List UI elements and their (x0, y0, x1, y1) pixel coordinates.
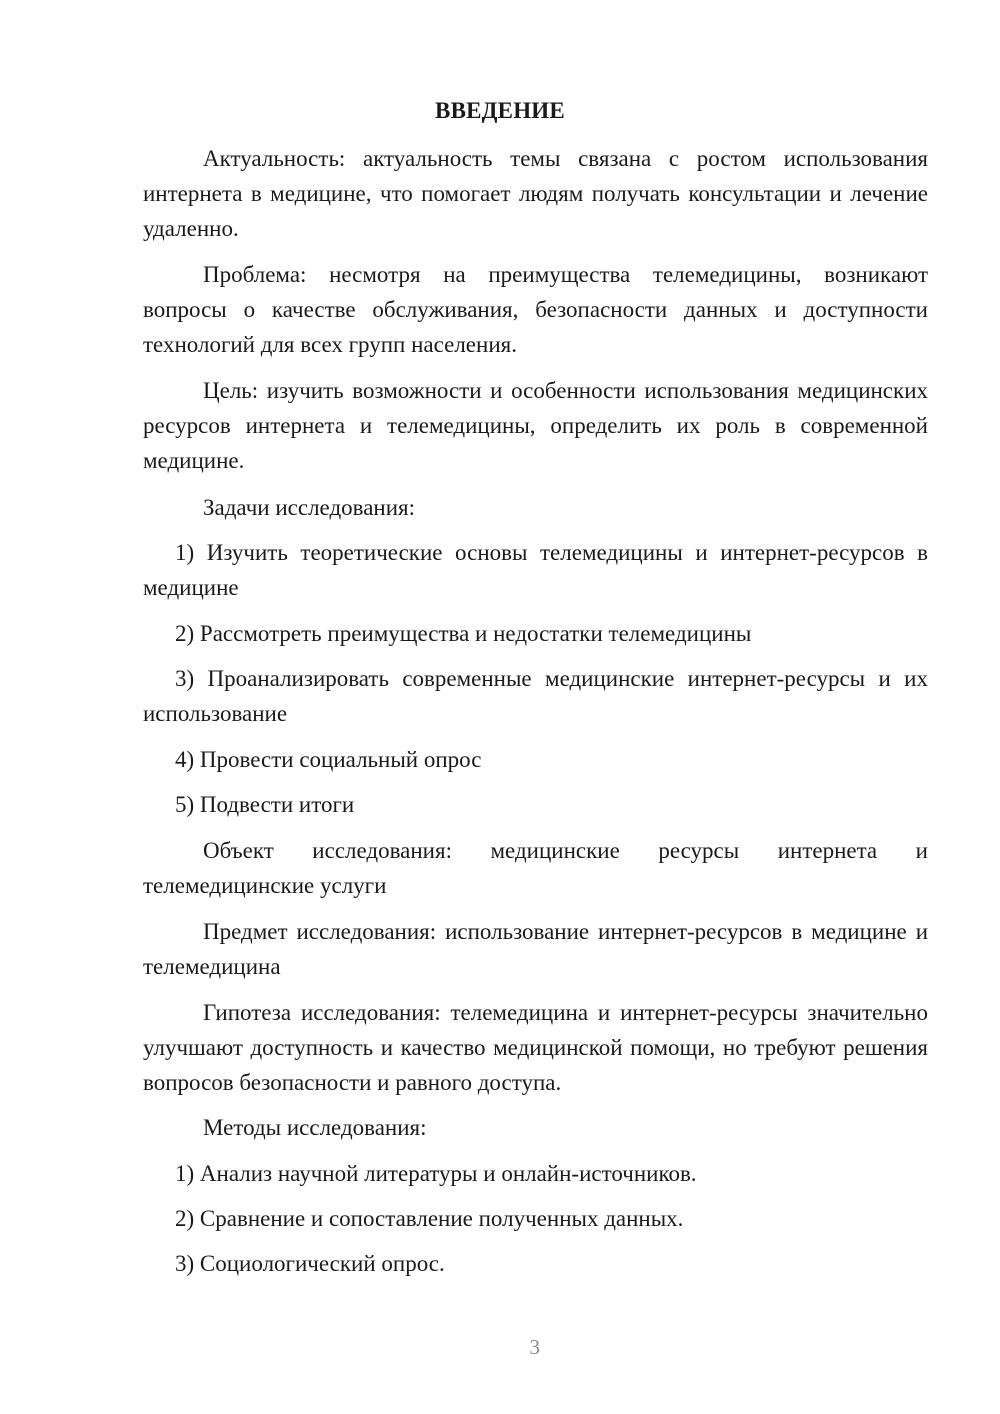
task-item-3: 3) Проанализировать современные медицинские интернет-ресурсы и их использование (143, 666, 928, 726)
problem-paragraph: Проблема: несмотря на преимущества телемедицины, возникают вопросы о качестве обслуживания, безопасности данных и доступности технологий для всех групп населения. (143, 262, 928, 357)
page-title: ВВЕДЕНИЕ (435, 98, 565, 123)
goal-paragraph: Цель: изучить возможности и особенности использования медицинских ресурсов интернета и телемедицины, определить их роль в современной медицине. (143, 378, 928, 473)
page-number: 3 (529, 1335, 541, 1359)
task-item-1: 1) Изучить теоретические основы телемедицины и интернет-ресурсов в медицине (143, 540, 928, 600)
tasks-heading: Задачи исследования: (203, 495, 416, 520)
method-item-1: 1) Анализ научной литературы и онлайн-источников. (175, 1161, 697, 1186)
task-item-2: 2) Рассмотреть преимущества и недостатки телемедицины (175, 621, 752, 646)
relevance-paragraph: Актуальность: актуальность темы связана с ростом использования интернета в медицине, что помогает людям получать консультации и лечение удаленно. (143, 146, 928, 241)
method-item-3: 3) Социологический опрос. (175, 1251, 445, 1276)
subject-paragraph: Предмет исследования: использование интернет-ресурсов в медицине и телемедицина (143, 919, 928, 979)
method-item-2: 2) Сравнение и сопоставление полученных данных. (175, 1206, 684, 1231)
methods-heading: Методы исследования: (203, 1115, 427, 1140)
task-item-5: 5) Подвести итоги (175, 792, 355, 817)
task-item-4: 4) Провести социальный опрос (175, 747, 482, 772)
hypothesis-paragraph: Гипотеза исследования: телемедицина и интернет-ресурсы значительно улучшают доступность и качество медицинской помощи, но требуют решения вопросов безопасности и равного доступа. (143, 1000, 928, 1095)
object-paragraph: Объект исследования: медицинские ресурсы интернета и телемедицинские услуги (143, 838, 928, 898)
